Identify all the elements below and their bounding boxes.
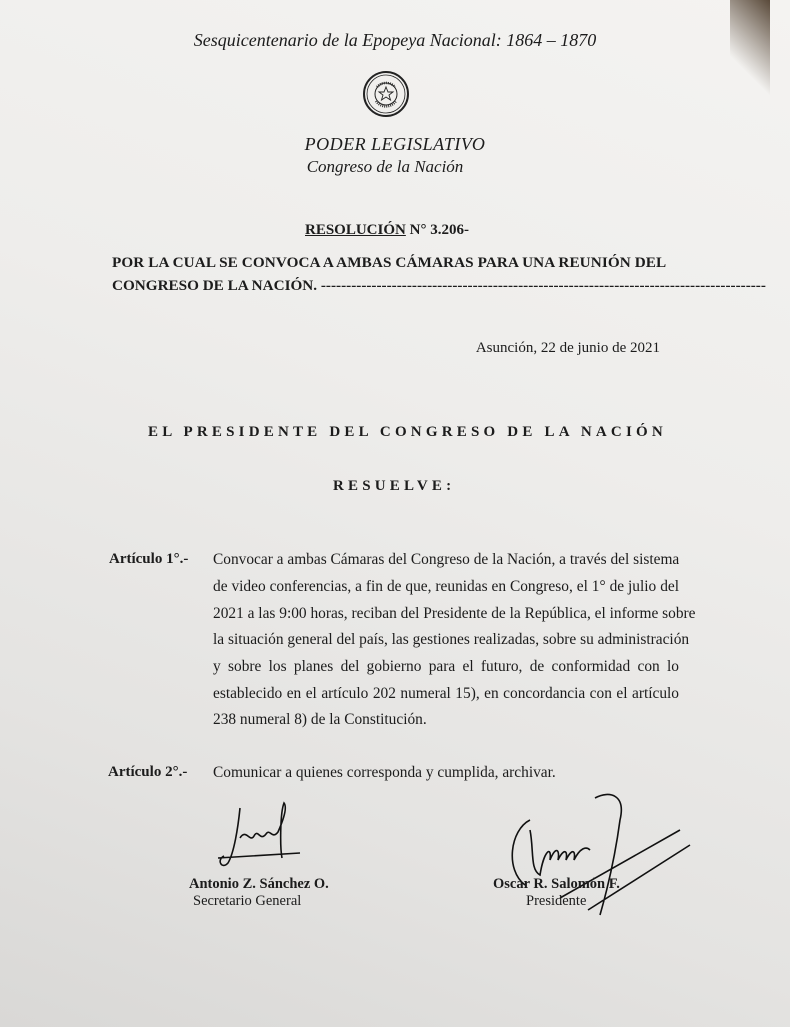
article-1-label: Artículo 1°.- [109,551,189,567]
institution-subtitle: Congreso de la Nación [306,157,464,176]
secretary-signature [210,798,310,888]
article-1-line: 238 numeral 8) de la Constitución. [213,711,427,728]
resolution-subject-line-1: POR LA CUAL SE CONVOCA A AMBAS CÁMARAS PARA UNA REUNIÓN DEL [112,254,667,271]
place-date: Asunción, 22 de junio de 2021 [475,340,660,356]
resolution-number-value: N° 3.206- [405,222,469,238]
resolution-number [305,222,469,239]
article-2-line: Comunicar a quienes corresponda y cumplida, archivar. [213,764,556,781]
article-2-label: Artículo 2°.- [108,764,188,780]
article-1-line: y sobre los planes del gobierno para el futuro, de conformidad con lo [213,658,679,675]
article-1-line: la situación general del país, las gestiones realizadas, sobre su administración [213,631,690,648]
commemorative-motto: Sesquicentenario de la Epopeya Nacional: 1864 – 1870 [193,30,597,50]
resolution-subject-line-2: CONGRESO DE LA NACIÓN. ---------------------------------------------------------------------------------------- [112,277,766,294]
national-seal-icon [363,71,409,117]
secretary-name: Antonio Z. Sánchez O. [189,876,329,892]
article-1-line: establecido en el artículo 202 numeral 15), en concordancia con el artículo [213,685,679,702]
issuer-heading: EL PRESIDENTE DEL CONGRESO DE LA NACIÓN [148,424,667,440]
photo-background-edge [730,0,770,120]
article-1-line: Convocar a ambas Cámaras del Congreso de la Nación, a través del sistema [213,551,680,568]
article-1-line: 2021 a las 9:00 horas, reciban del Presidente de la República, el informe sobre [213,605,696,622]
secretary-role: Secretario General [193,893,302,909]
resolution-label: RESOLUCIÓN [305,222,406,238]
article-1-line: de video conferencias, a fin de que, reunidas en Congreso, el 1° de julio del [213,578,679,595]
institution-title: PODER LEGISLATIVO [304,134,486,154]
resolves-heading: RESUELVE: [333,478,456,494]
president-name: Oscar R. Salomón F. [493,876,620,892]
president-role: Presidente [526,893,587,909]
